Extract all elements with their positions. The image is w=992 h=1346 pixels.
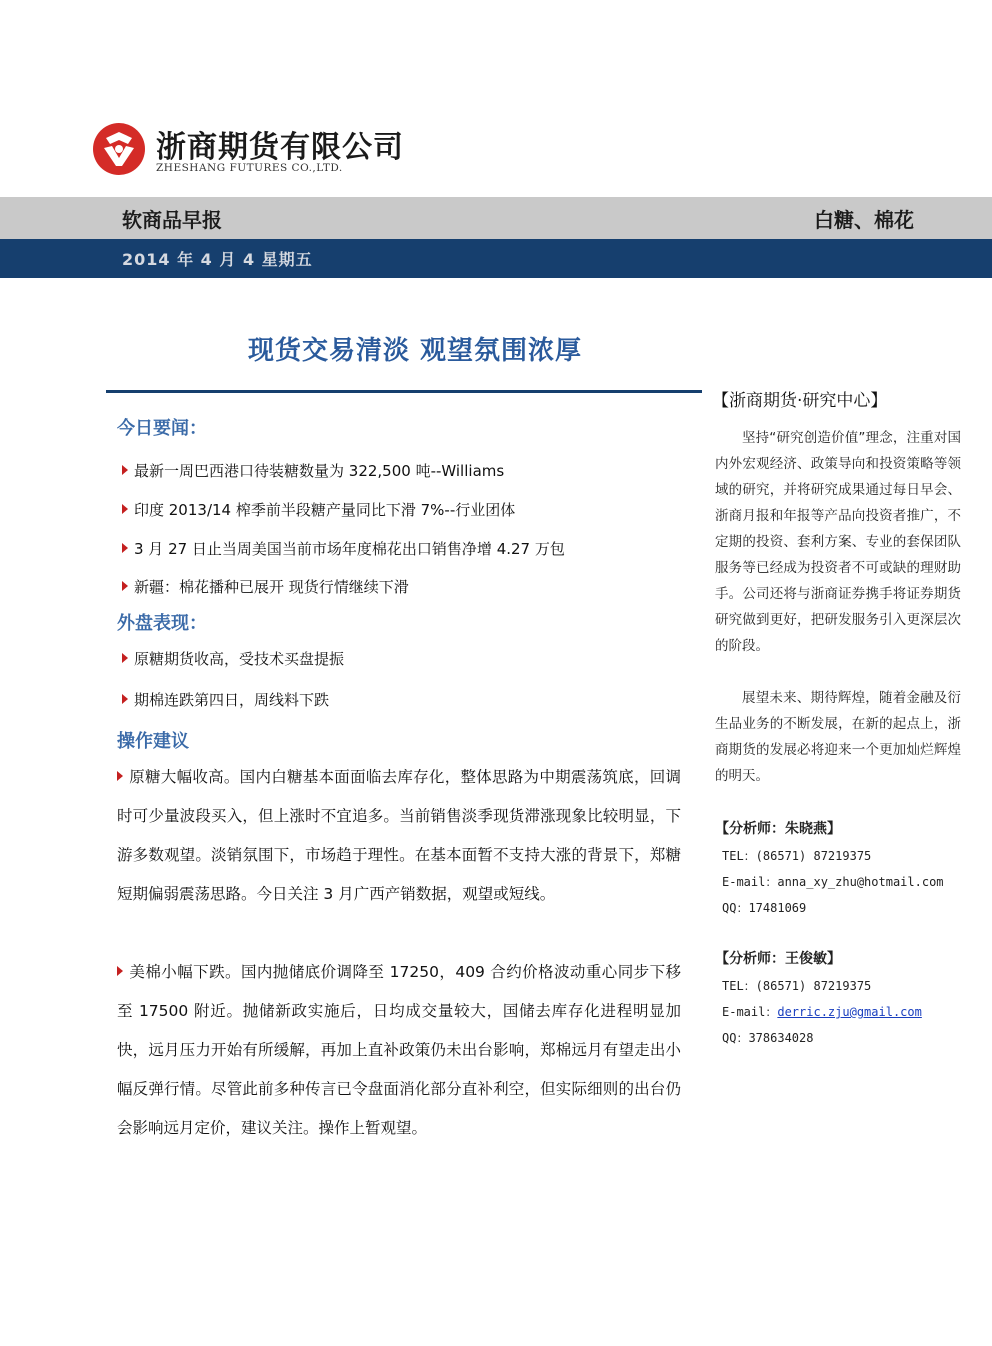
- sidebar-title: 【浙商期货·研究中心】: [712, 391, 888, 411]
- page-title: 现货交易清淡 观望氛围浓厚: [247, 336, 583, 366]
- company-name-cn: 浙商期货有限公司: [156, 130, 404, 165]
- news-item: 新疆：棉花播种已展开 现货行情继续下滑: [122, 576, 409, 597]
- date-band: [0, 239, 992, 278]
- external-item: 原糖期货收高，受技术买盘提振: [122, 648, 344, 669]
- report-date: 2014 年 4 月 4 星期五: [122, 250, 313, 269]
- email-link[interactable]: derric.zju@gmail.com: [777, 1005, 922, 1019]
- company-name-en: ZHESHANG FUTURES CO.,LTD.: [156, 162, 343, 174]
- external-item: 期棉连跌第四日，周线料下跌: [122, 689, 329, 710]
- analyst-email: E-mail：anna_xy_zhu@hotmail.com: [722, 875, 944, 889]
- company-logo: [92, 120, 404, 180]
- news-item: 印度 2013/14 榨季前半段糖产量同比下滑 7%--行业团体: [122, 499, 515, 520]
- advice-paragraph-sugar: 原糖大幅收高。国内白糖基本面面临去库存化，整体思路为中期震荡筑底，回调时可少量波段买入，但上涨时不宜追多。当前销售淡季现货滞涨现象比较明显，下游多数观望。淡销氛围下，市场趋于理性。在基本面暂不支持大涨的背景下，郑糖短期偏弱震荡思路。今日关注 3 月广西产销数据，观望或短线。: [117, 768, 681, 903]
- news-item: 3 月 27 日止当周美国当前市场年度棉花出口销售净增 4.27 万包: [122, 538, 565, 559]
- analyst-name: 【分析师：朱晓燕】: [715, 821, 841, 837]
- section-advice-title: 操作建议: [117, 731, 189, 752]
- section-news-title: 今日要闻：: [117, 418, 207, 439]
- arrow-bullet-icon: [117, 966, 123, 976]
- arrow-bullet-icon: [122, 543, 128, 553]
- section-external-title: 外盘表现：: [117, 613, 207, 634]
- analyst-name: 【分析师：王俊敏】: [715, 951, 841, 967]
- arrow-bullet-icon: [117, 771, 123, 781]
- arrow-bullet-icon: [122, 653, 128, 663]
- arrow-bullet-icon: [122, 504, 128, 514]
- advice-paragraph-cotton: 美棉小幅下跌。国内抛储底价调降至 17250，409 合约价格波动重心同步下移至 17500 附近。抛储新政实施后，日均成交量较大，国储去库存化进程明显加快，远月压力开始有所缓解，再加上直补政策仍未出台影响，郑棉远月有望走出小幅反弹行情。尽管此前多种传言已令盘面消化部分直补利空，但实际细则的出台仍会影响远月定价，建议关注。操作上暂观望。: [117, 963, 681, 1137]
- analyst-qq: QQ：17481069: [722, 901, 807, 915]
- analyst-qq: QQ：378634028: [722, 1031, 814, 1045]
- report-type: 软商品早报: [122, 208, 222, 232]
- news-item: 最新一周巴西港口待装糖数量为 322,500 吨--Williams: [122, 460, 504, 481]
- analyst-tel: TEL：(86571) 87219375: [722, 979, 872, 993]
- arrow-bullet-icon: [122, 465, 128, 475]
- sidebar-outlook: 展望未来、期待辉煌，随着金融及衍生品业务的不断发展，在新的起点上，浙商期货的发展必将迎来一个更加灿烂辉煌的明天。: [715, 690, 961, 784]
- analyst-tel: TEL：(86571) 87219375: [722, 849, 872, 863]
- analyst-email: E-mail：derric.zju@gmail.com: [722, 1005, 922, 1019]
- company-logo-icon: [92, 122, 146, 176]
- arrow-bullet-icon: [122, 694, 128, 704]
- commodities: 白糖、棉花: [814, 208, 914, 232]
- arrow-bullet-icon: [122, 581, 128, 591]
- sidebar-intro: 坚持“研究创造价值”理念，注重对国内外宏观经济、政策导向和投资策略等领域的研究，并将研究成果通过每日早会、浙商月报和年报等产品向投资者推广，不定期的投资、套利方案、专业的套保团队服务等已经成为投资者不可或缺的理财助手。公司还将与浙商证券携手将证券期货研究做到更好，把研发服务引入更深层次的阶段。: [715, 430, 961, 654]
- title-divider: [106, 390, 702, 393]
- report-type-band: [0, 197, 992, 239]
